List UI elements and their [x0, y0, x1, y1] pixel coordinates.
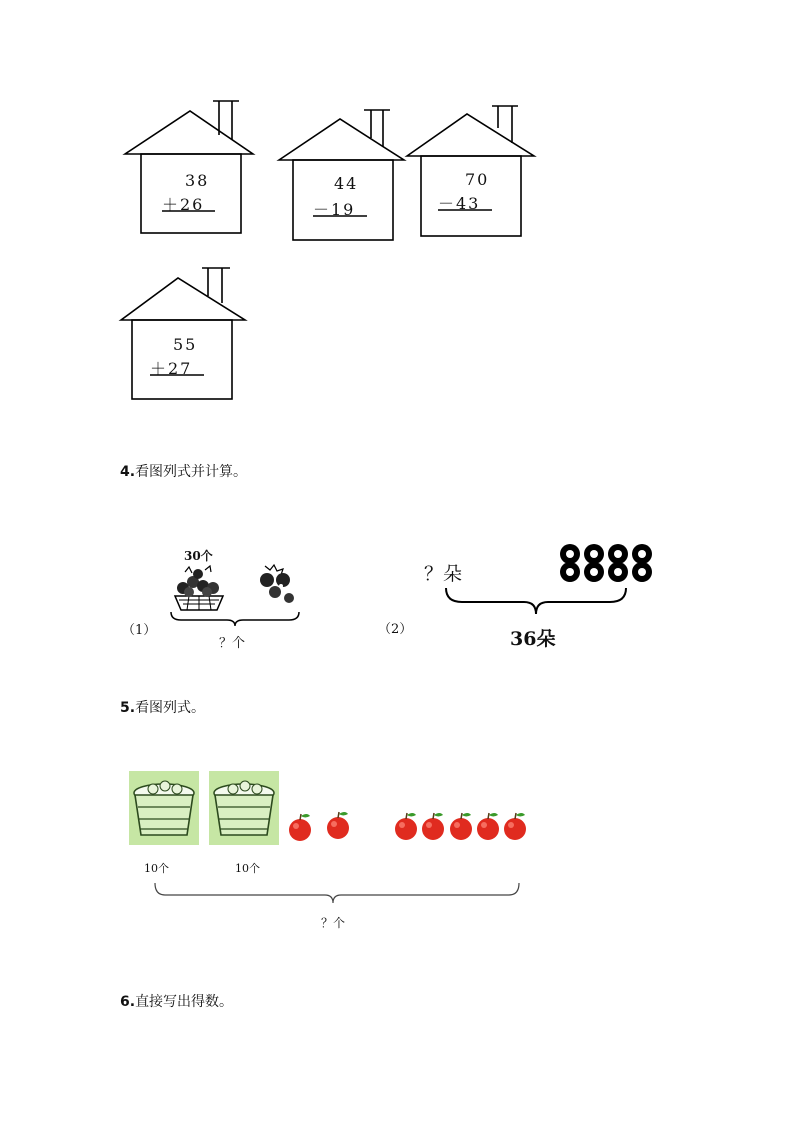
q5-basket2-label: 10个 [235, 862, 260, 875]
house-3-top: 70 [465, 170, 490, 189]
house-1-top: 38 [185, 171, 210, 190]
q6-number: 6. [120, 994, 136, 1010]
q5-number: 5. [120, 700, 136, 716]
house-3-bottom: －43 [438, 194, 481, 213]
house-1-bottom: ＋26 [162, 195, 205, 214]
q5-basket1-label: 10个 [144, 862, 169, 875]
q4-p1-count-label: 30个 [184, 549, 213, 563]
house-4 [121, 268, 245, 399]
apple-icon [477, 813, 499, 840]
apple-icon [450, 813, 472, 840]
q5-total-label: ？个 [321, 916, 346, 930]
house-2-top: 44 [334, 174, 359, 193]
house-2-bottom: －19 [313, 200, 356, 219]
q4-p2-unknown-label: ？朵 [424, 563, 463, 585]
q4-p2-total-label: 36朵 [510, 628, 556, 650]
apple-icon [395, 813, 417, 840]
q4-p2-marker: （2） [378, 622, 413, 637]
apple-basket-icon-2 [209, 771, 279, 845]
q4-number: 4. [120, 464, 136, 480]
apple-icon [289, 814, 311, 841]
q4-heading [120, 461, 247, 481]
apple-basket-icon-1 [129, 771, 199, 845]
q4-p2-brace [446, 588, 626, 614]
flowers-illustration [440, 538, 660, 618]
apple-icon [327, 812, 349, 839]
q4-p1-brace [171, 612, 299, 626]
apple-icon [422, 813, 444, 840]
apple-icon [504, 813, 526, 840]
q5-title: 看图列式。 [135, 700, 206, 716]
flower-icons [560, 544, 652, 582]
q6-heading [120, 991, 233, 1011]
q6-title: 直接写出得数。 [135, 994, 234, 1010]
q4-p1-marker: （1） [122, 623, 157, 638]
q4-p1-total-label: ？个 [219, 636, 246, 651]
house-4-bottom: ＋27 [150, 359, 193, 378]
house-4-top: 55 [173, 335, 198, 354]
houses-drawing [0, 0, 793, 420]
apples-illustration [125, 765, 545, 905]
q4-title: 看图列式并计算。 [135, 464, 248, 480]
strawberry-basket-icon [175, 566, 223, 610]
q5-brace [155, 883, 519, 903]
strawberry-illustration [165, 558, 305, 628]
q5-heading [120, 697, 205, 717]
strawberries-icon [260, 565, 294, 603]
